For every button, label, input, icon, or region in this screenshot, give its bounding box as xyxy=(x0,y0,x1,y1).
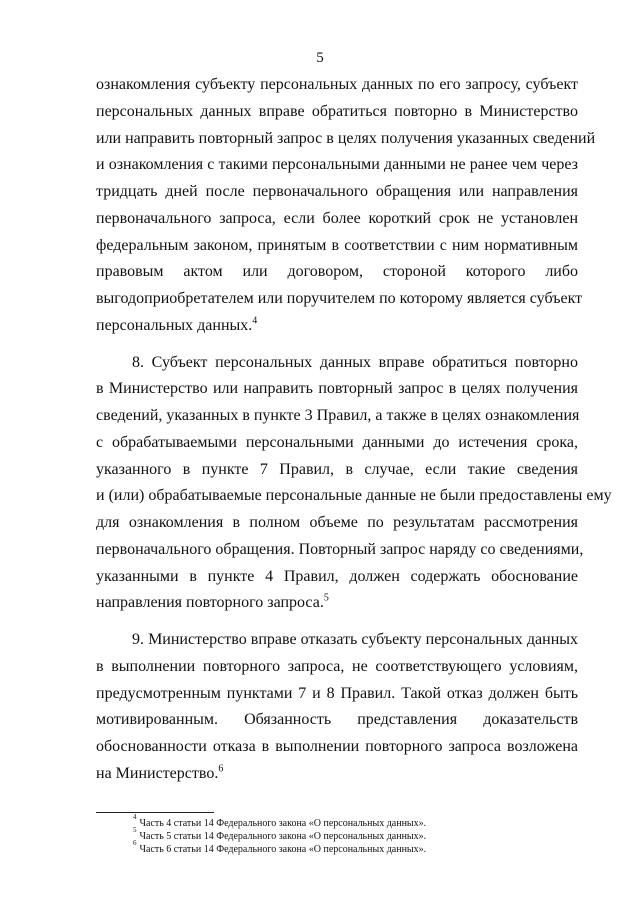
text-line: правовым актом или договором, стороной которого либо xyxy=(96,263,578,281)
text-line: ознакомления субъекту персональных данных по его запросу, субъект xyxy=(96,76,578,93)
text-line: первоначального запроса, если более короткий срок не установлен xyxy=(96,209,578,227)
text-line: или направить повторный запрос в целях получения указанных сведений xyxy=(96,129,596,147)
text-line: и ознакомления с такими персональными данными не ранее чем через xyxy=(96,156,578,174)
footnote-text: Часть 6 статьи 14 Федерального закона «О персональных данных». xyxy=(139,844,427,855)
text-line: предусмотренным пунктами 7 и 8 Правил. Такой отказ должен быть xyxy=(96,684,578,702)
text-line-content: направления повторного запроса. xyxy=(96,594,324,612)
text-line: обоснованности отказа в выполнении повторного запроса возложена xyxy=(96,738,578,755)
footnote-6 xyxy=(133,839,427,856)
footnote-reference: 4 xyxy=(252,315,258,327)
text-line: в Министерство или направить повторный запрос в целях получения xyxy=(96,380,578,398)
text-line-content: персональных данных. xyxy=(96,316,253,334)
document-body xyxy=(96,72,612,788)
footnote-number: 5 xyxy=(133,826,137,834)
text-line: и (или) обрабатываемые персональные данные не были предоставлены ему xyxy=(96,487,612,505)
text-line: федеральным законом, принятым в соответствии с ним нормативным xyxy=(96,236,578,254)
footnote-reference: 6 xyxy=(218,763,224,775)
text-line-last xyxy=(96,761,578,788)
footnote-number: 6 xyxy=(133,839,137,847)
text-line: 8. Субъект персональных данных вправе обратиться повторно xyxy=(132,353,578,371)
paragraph-spacer xyxy=(96,617,578,627)
text-line: с обрабатываемыми персональными данными до истечения срока, xyxy=(96,433,578,451)
paragraph-continuation xyxy=(96,72,596,340)
text-line: в выполнении повторного запроса, не соответствующего условиям, xyxy=(96,657,578,675)
text-line: для ознакомления в полном объеме по результатам рассмотрения xyxy=(96,514,578,531)
text-line: первоначального обращения. Повторный запрос наряду со сведениями, xyxy=(96,540,584,558)
paragraph-9 xyxy=(96,627,578,788)
page-number: 5 xyxy=(316,50,324,66)
text-line-content: на Министерство. xyxy=(96,764,219,782)
footnote-4 xyxy=(133,813,427,830)
footnote-number: 4 xyxy=(133,813,137,821)
text-line: сведений, указанных в пункте 3 Правил, а также в целях ознакомления xyxy=(96,407,580,424)
footnote-5 xyxy=(133,826,427,843)
footnote-reference: 5 xyxy=(323,592,329,604)
text-line: мотивированным. Обязанность представления доказательств xyxy=(96,711,578,729)
text-line: тридцать дней после первоначального обращения или направления xyxy=(96,183,578,200)
text-line: указанными в пункте 4 Правил, должен содержать обоснование xyxy=(96,567,578,585)
footnote-divider xyxy=(96,812,214,813)
text-line: указанного в пункте 7 Правил, в случае, если такие сведения xyxy=(96,460,578,478)
footnotes xyxy=(133,813,427,856)
text-line-last xyxy=(96,590,578,617)
text-line: персональных данных вправе обратиться повторно в Министерство xyxy=(96,102,578,120)
text-line: 9. Министерство вправе отказать субъекту персональных данных xyxy=(132,631,578,648)
text-line-last xyxy=(96,313,578,340)
paragraph-spacer xyxy=(96,340,578,350)
footnote-text: Часть 5 статьи 14 Федерального закона «О персональных данных». xyxy=(139,831,427,842)
text-line: выгодоприобретателем или поручителем по которому является субъект xyxy=(96,290,583,307)
footnote-text: Часть 4 статьи 14 Федерального закона «О персональных данных». xyxy=(139,818,427,829)
paragraph-8 xyxy=(96,350,612,618)
